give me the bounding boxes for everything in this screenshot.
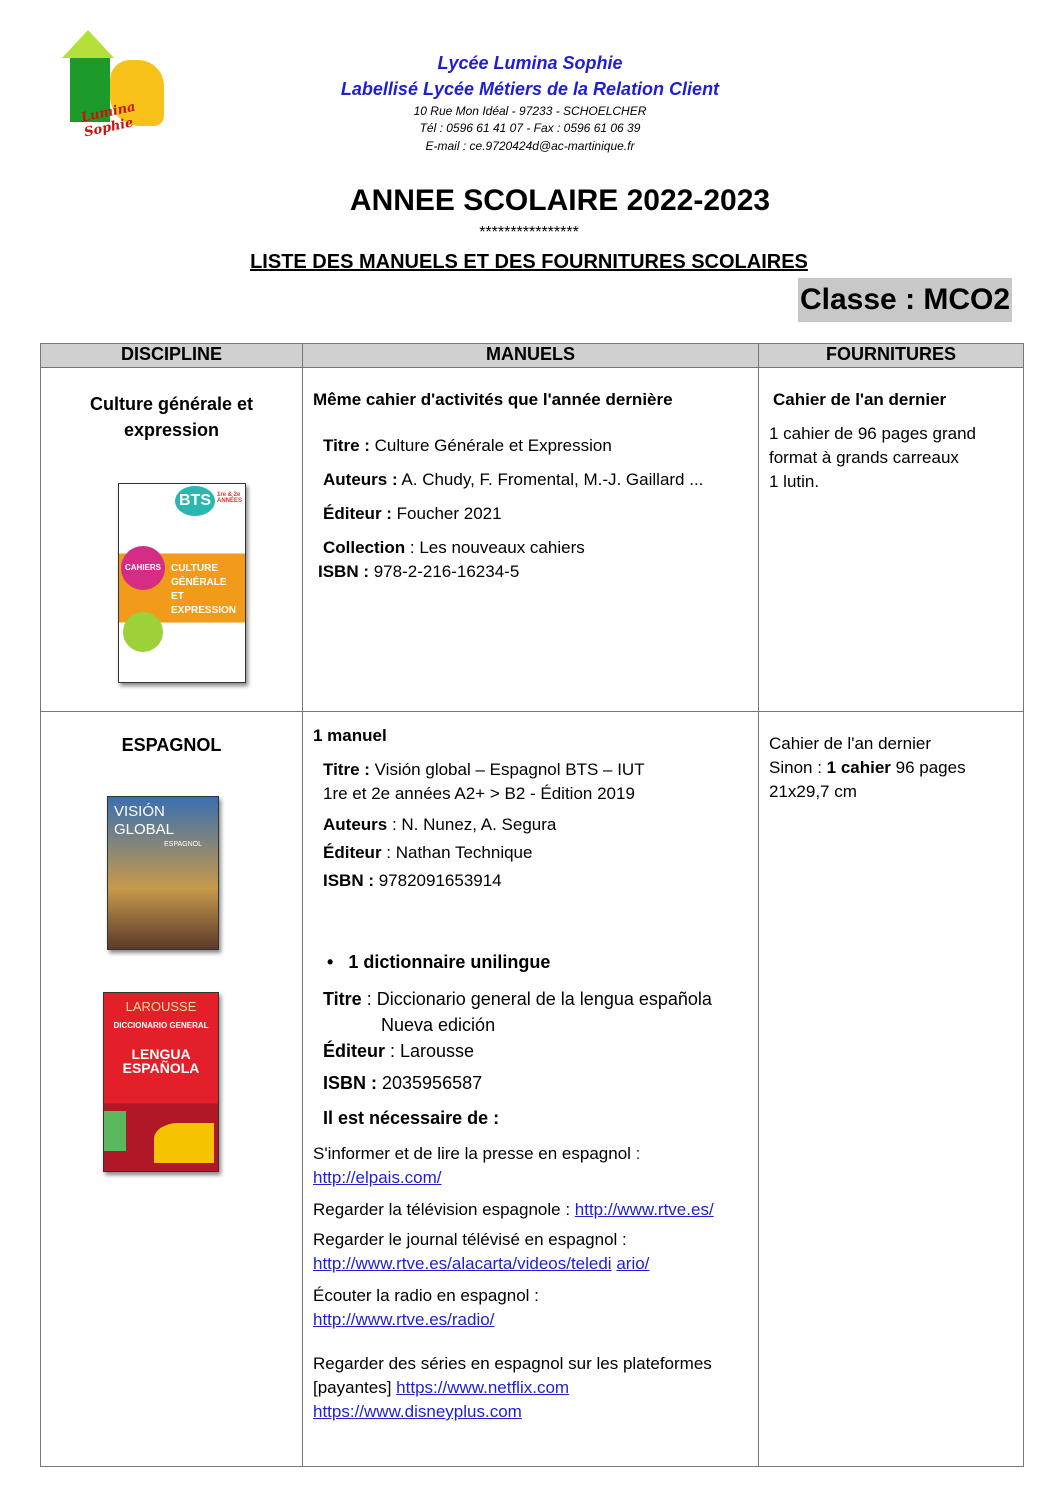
- supplies-table: [40, 343, 1024, 1467]
- cover-text: CAHIERS: [121, 546, 165, 590]
- fournitures-cell: [759, 368, 1024, 712]
- label: ISBN :: [318, 562, 369, 581]
- link-telediario-cont[interactable]: ario/: [616, 1254, 650, 1273]
- label: ISBN :: [323, 1073, 377, 1093]
- cover-text: CULTURE GÉNÉRALE ET EXPRESSION: [171, 563, 237, 616]
- separator: ****************: [479, 224, 579, 241]
- discipline-name: Culture générale et expression: [89, 394, 254, 440]
- label: Éditeur: [323, 843, 382, 862]
- text: :: [635, 1144, 641, 1163]
- link-netflix[interactable]: https://www.netflix.com: [396, 1378, 570, 1397]
- value: 978-2-216-16234-5: [369, 562, 520, 581]
- link-rtve[interactable]: http://www.rtve.es/: [574, 1200, 714, 1219]
- text: [payantes]: [313, 1378, 397, 1397]
- value: : Nathan Technique: [381, 843, 533, 862]
- col-fournitures: FOURNITURES: [759, 344, 1024, 368]
- text: Sinon :: [769, 758, 827, 777]
- book-cover-culture: [118, 483, 246, 683]
- discipline-cell: [41, 712, 303, 1467]
- phone: Tél : 0596 61 41 07 - Fax : 0596 61 06 39: [419, 121, 641, 135]
- value: : N. Nunez, A. Segura: [387, 815, 557, 834]
- col-manuels: MANUELS: [303, 344, 759, 368]
- school-label: Labellisé Lycée Métiers de la Relation Client: [340, 79, 720, 99]
- text: Écouter la radio en espagnol :: [313, 1286, 539, 1305]
- address: 10 Rue Mon Idéal - 97233 - SCHOELCHER: [413, 104, 647, 118]
- link-telediario[interactable]: http://www.rtve.es/alacarta/videos/teledi: [313, 1254, 612, 1273]
- label: Éditeur :: [323, 504, 392, 523]
- link-elpais[interactable]: http://elpais.com/: [313, 1168, 442, 1187]
- intro: 1 manuel: [313, 726, 387, 745]
- label: ISBN :: [323, 871, 374, 890]
- value: Culture Générale et Expression: [369, 436, 612, 455]
- class-label: Classe : MCO2: [798, 278, 1012, 322]
- value: 1re et 2e années A2+ > B2 - Édition 2019: [323, 784, 635, 803]
- text: 1 cahier: [826, 758, 891, 777]
- value: : Diccionario general de la lengua española: [361, 989, 712, 1009]
- cover-text: BTS: [175, 486, 215, 516]
- discipline-name: ESPAGNOL: [121, 735, 222, 755]
- text: 96 pages: [890, 758, 966, 777]
- intro: Même cahier d'activités que l'année dernière: [313, 390, 673, 409]
- fourniture-item: Cahier de l'an dernier: [769, 734, 932, 753]
- value: Nueva edición: [381, 1015, 496, 1035]
- value: A. Chudy, F. Fromental, M.-J. Gaillard ...: [397, 470, 704, 489]
- cover-text: LAROUSSE: [125, 999, 197, 1014]
- link-radio[interactable]: http://www.rtve.es/radio/: [313, 1310, 495, 1329]
- label: Titre: [323, 989, 362, 1009]
- cover-text: ESPAGNOL: [164, 841, 202, 848]
- col-discipline: DISCIPLINE: [41, 344, 303, 368]
- value: : Les nouveaux cahiers: [405, 538, 585, 557]
- text: Regarder des séries en espagnol sur les plateformes: [313, 1354, 712, 1373]
- book-cover-vision-global: [107, 796, 219, 950]
- fourniture-item: 1 lutin.: [769, 472, 820, 491]
- fourniture-title: Cahier de l'an dernier: [773, 390, 947, 409]
- label: Titre :: [323, 760, 370, 779]
- label: Auteurs :: [323, 470, 398, 489]
- email: E-mail : ce.9720424d@ac-martinique.fr: [425, 139, 635, 153]
- label: Titre :: [323, 436, 370, 455]
- link-disneyplus[interactable]: https://www.disneyplus.com: [313, 1402, 522, 1421]
- label: Collection: [323, 538, 406, 557]
- manuels-cell: [303, 368, 759, 712]
- discipline-cell: [41, 368, 303, 712]
- value: : Larousse: [385, 1041, 475, 1061]
- text: Regarder le journal télévisé en espagnol :: [313, 1230, 627, 1249]
- table-header: [41, 344, 1024, 368]
- requirements-heading: Il est nécessaire de :: [323, 1108, 500, 1128]
- text: S'informer et de lire la presse en espagnol: [313, 1144, 636, 1163]
- label: Auteurs: [323, 815, 388, 834]
- cover-text: LENGUA ESPAÑOLA: [122, 1046, 200, 1076]
- text: Regarder la télévision espagnole :: [313, 1200, 575, 1219]
- school-name: Lycée Lumina Sophie: [437, 53, 623, 73]
- bullet-icon: •: [327, 952, 349, 972]
- value: 2035956587: [377, 1073, 483, 1093]
- fourniture-item: 1 cahier de 96 pages grand format à grands carreaux: [769, 424, 976, 467]
- fournitures-cell: [759, 712, 1024, 1467]
- cover-text: DICCIONARIO GENERAL: [113, 1021, 209, 1030]
- manuels-cell: [303, 712, 759, 1467]
- value: Foucher 2021: [391, 504, 502, 523]
- cover-text: 1re & 2e ANNÉES: [217, 492, 243, 504]
- value: Visión global – Espagnol BTS – IUT: [369, 760, 645, 779]
- school-logo: Lumina Sophie: [62, 30, 166, 128]
- table-row: [41, 368, 1024, 712]
- value: 9782091653914: [374, 871, 502, 890]
- table-row: [41, 712, 1024, 1467]
- dictionary-heading: 1 dictionnaire unilingue: [348, 952, 551, 972]
- cover-text: VISIÓN GLOBAL: [114, 803, 175, 838]
- book-cover-larousse: [103, 992, 219, 1172]
- page-title: ANNEE SCOLAIRE 2022-2023: [349, 184, 771, 217]
- subtitle: LISTE DES MANUELS ET DES FOURNITURES SCOLAIRES: [250, 251, 808, 273]
- fourniture-item: 21x29,7 cm: [769, 782, 857, 801]
- label: Éditeur: [323, 1041, 386, 1061]
